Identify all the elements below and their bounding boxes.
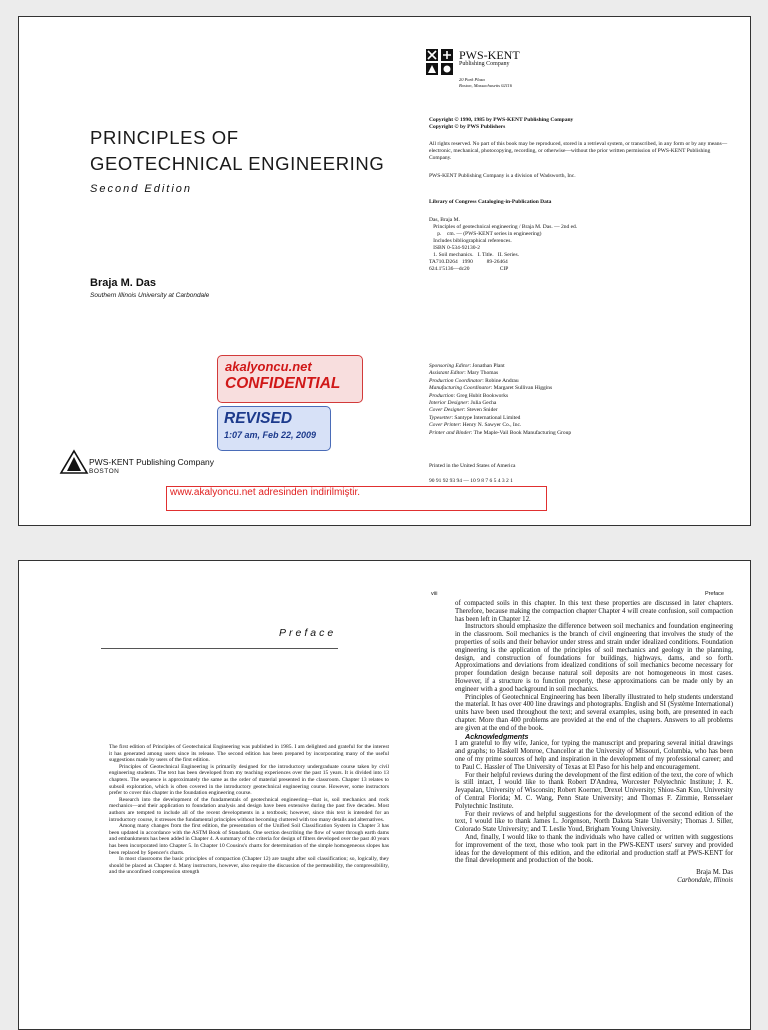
paragraph: Principles of Geotechnical Engineering is primarily designed for the introductory undergraduate course taken by civil engineering students. The text has been developed from my teaching experiences over the past 15 years. It is divided into 13 chapters. The sequence is approximately the same as the order of material presented in the classroom. Chapter 13 relates to subsoil exploration, which is often covered in the introductory geotechnical engineering course. However, some instructors prefer to cover this chapter in the foundation engineering course. — [109, 763, 389, 797]
credit-name: Jonathan Plant — [472, 363, 505, 369]
pws-kent-sub: Publishing Company — [459, 61, 510, 67]
division-statement: PWS-KENT Publishing Company is a division of Wadsworth, Inc. — [429, 173, 576, 179]
loc-line: Das, Braja M. — [429, 217, 460, 223]
credit-line: Assistant Editor: Mary Thomas — [429, 370, 499, 377]
loc-line: 1. Soil mechanics. I. Title. II. Series. — [429, 252, 519, 258]
stamp-status: CONFIDENTIAL — [225, 375, 341, 392]
publisher-name: PWS-KENT Publishing Company — [89, 457, 215, 467]
paragraph: of compacted soils in this chapter. In this text these properties are discussed in later chapters. Therefore, because making the compaction chapter Chapter 4 will create confusion, soil compaction has been left in Chapter 12. — [455, 600, 733, 623]
credit-line: Typesetter: Santype International Limited — [429, 414, 521, 421]
preface-heading: Preface — [279, 627, 337, 639]
credit-role: Typesetter — [429, 414, 452, 421]
credit-role: Manufacturing Coordinator — [429, 385, 491, 392]
credit-name: Robine Andrau — [485, 377, 519, 384]
page-number: viii — [431, 591, 438, 597]
paragraph: And, finally, I would like to thank the individuals who have called or written with suggestions for improvement of the text, those who took part in the PWS-KENT users' survey and provided ideas for the development of this edition, and the editorial and production staff at PWS-KENT for the final development and production of the book. — [455, 833, 733, 865]
credit-role: Cover Designer — [429, 407, 464, 414]
rights-statement: All rights reserved. No part of this book may be reproduced, stored in a retrieval system, or transcribed, in any form or by any means—electronic, mechanical, photocopying, recording, or otherwise—without the prior written permission of PWS-KENT Publishing Company. — [429, 141, 728, 161]
credit-line: Production Coordinator: Robine Andrau — [429, 377, 519, 384]
credit-role: Production — [429, 392, 454, 399]
book-title-line1: PRINCIPLES OF — [90, 127, 239, 148]
paragraph: For their reviews of and helpful suggestions for the development of the second edition of the text, I would like to thank James L. Jorgenson, North Dakota State University; Thomas J. Siller, Colorado State University; and T. Leslie Youd, Brigham Young University. — [455, 810, 733, 834]
book-title-line2: GEOTECHNICAL ENGINEERING — [90, 153, 385, 174]
publisher-address — [459, 77, 512, 89]
credit-line: Cover Printer: Henry N. Sawyer Co., Inc. — [429, 422, 522, 429]
paragraph: I am grateful to my wife, Janice, for typing the manuscript and preparing several initial drawings and graphs; to Haskell Monroe, Chancellor at the University of Missouri, Columbia, who has been one of my prime sources of help and inspiration in the development of my professional career; and to Paul C. Hassler of The University of Texas at El Paso for his help and encouragement. — [455, 740, 733, 771]
preface-right-column — [455, 600, 733, 885]
preface-spread — [18, 560, 751, 1030]
loc-heading: Library of Congress Cataloging-in-Publication Data — [429, 199, 552, 205]
copyright-line2: Copyright © by PWS Publishers — [429, 124, 506, 130]
credit-name: Mary Thomas — [467, 370, 499, 377]
edition-label: Second Edition — [90, 183, 192, 195]
paragraph: In most classrooms the basic principles of compaction (Chapter 12) are taught after soil classification; so, logically, they should be placed as Chapter 4. Many instructors, however, also require the discussion of the permeability, the compressibility, and the unconfined compression strength — [109, 856, 389, 876]
paragraph: The first edition of Principles of Geotechnical Engineering was published in 1985. I am delighted and grateful for the interest it has generated among users since its release. The second edition has been prepared by incorporating many of the useful suggestions made by users of the first edition. — [109, 744, 389, 764]
credit-name: Julia Gecha — [470, 400, 497, 407]
credit-line: Sponsoring Editor: Jonathan Plant — [429, 363, 505, 369]
loc-line: p. cm. — (PWS-KENT series in engineering) — [429, 231, 542, 237]
print-line: 90 91 92 93 94 — 10 9 8 7 6 5 4 3 2 1 — [429, 478, 513, 484]
loc-data — [429, 217, 729, 273]
credit-role: Cover Printer — [429, 422, 460, 429]
credit-name: Steven Snider — [466, 407, 498, 414]
author-name: Braja M. Das — [90, 277, 157, 289]
publisher-logo-icon — [59, 449, 89, 475]
credit-role: Assistant Editor — [429, 370, 465, 377]
paragraph: Among many changes from the first edition, the presentation of the Unified Soil Classification System in Chapter 3 has been updated in accordance with the ASTM Book of Standards. One section describing the flow of water through earth dams and embankments has been added in Chapter 4. A summary of the criteria for design of filters developed over the past 40 years has been incorporated into Chapter 5. In Chapter 10 Cousins's charts for determination of the simple homogeneous slopes has been replaced by Spencer's charts. — [109, 823, 389, 856]
loc-line: ISBN 0-534-92130-2 — [429, 245, 481, 251]
credit-name: Henry N. Sawyer Co., Inc. — [462, 422, 522, 429]
paragraph: For their helpful reviews during the development of the first edition of the text, the core of which is still intact, I would like to thank Robert D'Andrea, Worcester Polytechnic Institute; J. K. Jeyapalan, University of Wisconsin; Robert Koerner, Drexel University; Shiou-San Kuo, University of Central Florida; M. C. Wang, Penn State University; and Thomas F. Zimmie, Rensselaer Polytechnic Institute. — [455, 771, 733, 810]
credit-role: Production Coordinator — [429, 377, 483, 384]
paragraph: Research into the development of the fundamentals of geotechnical engineering—that is, soil mechanics and rock mechanics—and their application to foundation analysis and design have been extensive during the past five decades. Most authors are tempted to include all of the recent developments in a textbook; however, since this text is intended for an introductory course, it stresses the fundamental principles without becoming cluttered with too many details and alternatives. — [109, 796, 389, 823]
heading-divider — [101, 648, 338, 649]
book-title — [90, 125, 384, 177]
signature-place: Carbondale, Illinois — [677, 876, 733, 884]
loc-line: Principles of geotechnical engineering / Braja M. Das. — 2nd ed. — [429, 224, 578, 230]
pws-kent-logo-icon — [425, 48, 455, 76]
address-line2: Boston, Massachusetts 02116 — [459, 83, 513, 88]
pws-kent-name: PWS-KENT — [459, 48, 520, 62]
address-line1: 20 Park Plaza — [459, 77, 485, 82]
loc-line: 624.1'5136—dc20 CIP — [429, 266, 509, 272]
stamp-site: akalyoncu.net — [225, 359, 312, 374]
credit-role: Interior Designer — [429, 400, 468, 407]
copyright-line1: Copyright © 1990, 1985 by PWS-KENT Publishing Company — [429, 117, 574, 123]
paragraph: Principles of Geotechnical Engineering has been liberally illustrated to help students understand the material. It has over 400 line drawings and photographs. English and SI (Système International) units have been used throughout the text; and several examples, using both, are presented in each chapter. More than 400 problems are provided at the end of the chapters. Answers to all problems are given at the end of the book. — [455, 693, 733, 732]
title-copyright-spread — [18, 16, 751, 526]
credit-line: Printer and Binder: The Maple-Vail Book Manufacturing Group — [429, 429, 572, 436]
credit-line: Interior Designer: Julia Gecha — [429, 400, 497, 407]
author-affiliation: Southern Illinois University at Carbondale — [90, 292, 210, 299]
signature-name: Braja M. Das — [696, 869, 733, 877]
printed-in: Printed in the United States of America — [429, 463, 516, 469]
credit-role: Sponsoring Editor — [429, 363, 470, 369]
credit-line: Manufacturing Coordinator: Margaret Sullivan Higgins — [429, 385, 553, 392]
credit-role: Printer and Binder — [429, 429, 471, 436]
credit-name: Margaret Sullivan Higgins — [493, 385, 553, 392]
credit-name: The Maple-Vail Book Manufacturing Group — [473, 429, 572, 436]
revised-stamp — [217, 406, 331, 451]
loc-line: Includes bibliographical references. — [429, 238, 512, 244]
revised-time: 1:07 am, Feb 22, 2009 — [224, 430, 317, 440]
credit-line: Cover Designer: Steven Snider — [429, 407, 498, 414]
credit-name: Santype International Limited — [454, 414, 521, 421]
running-head: Preface — [705, 591, 724, 597]
loc-line: TA710.D264 1990 89-26464 — [429, 259, 508, 265]
copyright-notice — [429, 117, 729, 131]
credit-line: Production: Greg Hubit Bookworks — [429, 392, 509, 399]
paragraph: Instructors should emphasize the difference between soil mechanics and foundation engineering in the classroom. Soil mechanics is the branch of civil engineering that involves the study of the properties of soils and their behavior under stress and strain under idealized conditions. Foundation engineering is the application of the principles of soil mechanics and geology in the planning, design, and construction of foundations for buildings, highways, dams, and so forth. Approximations and deviations from idealized conditions of soil mechanics become necessary for proper foundation design because natural soil deposits are not homogeneous in most cases. However, if a structure is to function properly, these approximations can be made only by an engineer with a good background in soil mechanics. — [455, 623, 733, 693]
production-credits — [429, 363, 729, 437]
publisher-city: BOSTON — [89, 468, 120, 475]
acknowledgments-heading: Acknowledgments — [465, 731, 529, 741]
credit-name: Greg Hubit Bookworks — [456, 392, 509, 399]
confidential-stamp — [217, 355, 363, 403]
revised-label: REVISED — [224, 410, 293, 427]
preface-left-column — [109, 744, 389, 876]
download-note-link[interactable]: www.akalyoncu.net adresinden indirilmiştir. — [166, 486, 547, 511]
